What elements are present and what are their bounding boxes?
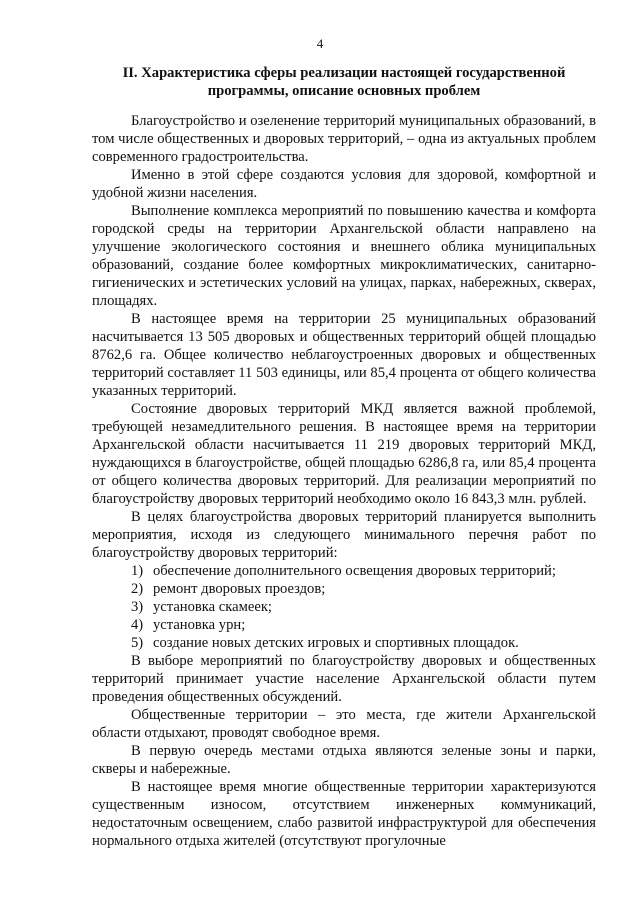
list-item bbox=[92, 562, 596, 580]
paragraph: В выборе мероприятий по благоустройству дворовых и общественных территорий принимает участие население Архангельской области путем проведения общественных обсуждений. bbox=[92, 653, 596, 705]
list-item bbox=[92, 616, 596, 634]
list-item bbox=[92, 598, 596, 616]
page-number: 4 bbox=[316, 36, 324, 51]
list-item-number: 3) bbox=[131, 599, 144, 615]
section-title: II. Характеристика сферы реализации настоящей государственной программы, описание основных проблем bbox=[122, 65, 566, 99]
works-list bbox=[92, 562, 596, 652]
paragraph: Именно в этой сфере создаются условия для здоровой, комфортной и удобной жизни населения. bbox=[92, 167, 596, 201]
paragraph: В настоящее время многие общественные территории характеризуются существенным износом, отсутствием инженерных коммуникаций, недостаточным освещением, слабо развитой инфраструктурой для обеспечения нормального отдыха жителей (отсутствуют прогулочные bbox=[92, 779, 596, 849]
list-item-number: 2) bbox=[131, 581, 144, 597]
list-item-text: обеспечение дополнительного освещения дворовых территорий; bbox=[153, 563, 556, 579]
paragraph: Общественные территории – это места, где жители Архангельской области отдыхают, проводят свободное время. bbox=[92, 707, 596, 741]
list-item-text: создание новых детских игровых и спортивных площадок. bbox=[153, 635, 519, 651]
paragraph: Состояние дворовых территорий МКД является важной проблемой, требующей незамедлительного решения. В настоящее время на территории Архангельской области насчитывается 11 219 дворовых территорий МКД, нуждающихся в благоустройстве, общей площадью 6286,8 га, или 85,4 процента от общего количества дворовых территорий. Для реализации мероприятий по благоустройству дворовых территорий необходимо около 16 843,3 млн. рублей. bbox=[92, 401, 596, 507]
paragraph: В настоящее время на территории 25 муниципальных образований насчитывается 13 505 дворовых и общественных территорий общей площадью 8762,6 га. Общее количество неблагоустроенных дворовых и общественных территорий составляет 11 503 единицы, или 85,4 процента от общего количества указанных территорий. bbox=[92, 311, 596, 399]
list-item-number: 1) bbox=[131, 563, 144, 579]
list-item-text: установка урн; bbox=[153, 617, 246, 633]
list-item-number: 4) bbox=[131, 617, 144, 633]
document-body bbox=[92, 112, 596, 850]
paragraph: В первую очередь местами отдыха являются зеленые зоны и парки, скверы и набережные. bbox=[92, 743, 596, 777]
paragraph: Выполнение комплекса мероприятий по повышению качества и комфорта городской среды на территории Архангельской области направлено на улучшение экологического состояния и внешнего облика муниципальных образований, создание более комфортных микроклиматических, санитарно-гигиенических и эстетических условий на улицах, парках, набережных, скверах, площадях. bbox=[92, 203, 596, 309]
list-item-text: установка скамеек; bbox=[153, 599, 272, 615]
list-item-text: ремонт дворовых проездов; bbox=[153, 581, 326, 597]
paragraph: Благоустройство и озеленение территорий муниципальных образований, в том числе общественных и дворовых территорий, – одна из актуальных проблем современного градостроительства. bbox=[92, 113, 596, 165]
list-item bbox=[92, 634, 596, 652]
list-item bbox=[92, 580, 596, 598]
list-item-number: 5) bbox=[131, 635, 144, 651]
paragraph: В целях благоустройства дворовых территорий планируется выполнить мероприятия, исходя из следующего минимального перечня работ по благоустройству дворовых территорий: bbox=[92, 509, 596, 561]
